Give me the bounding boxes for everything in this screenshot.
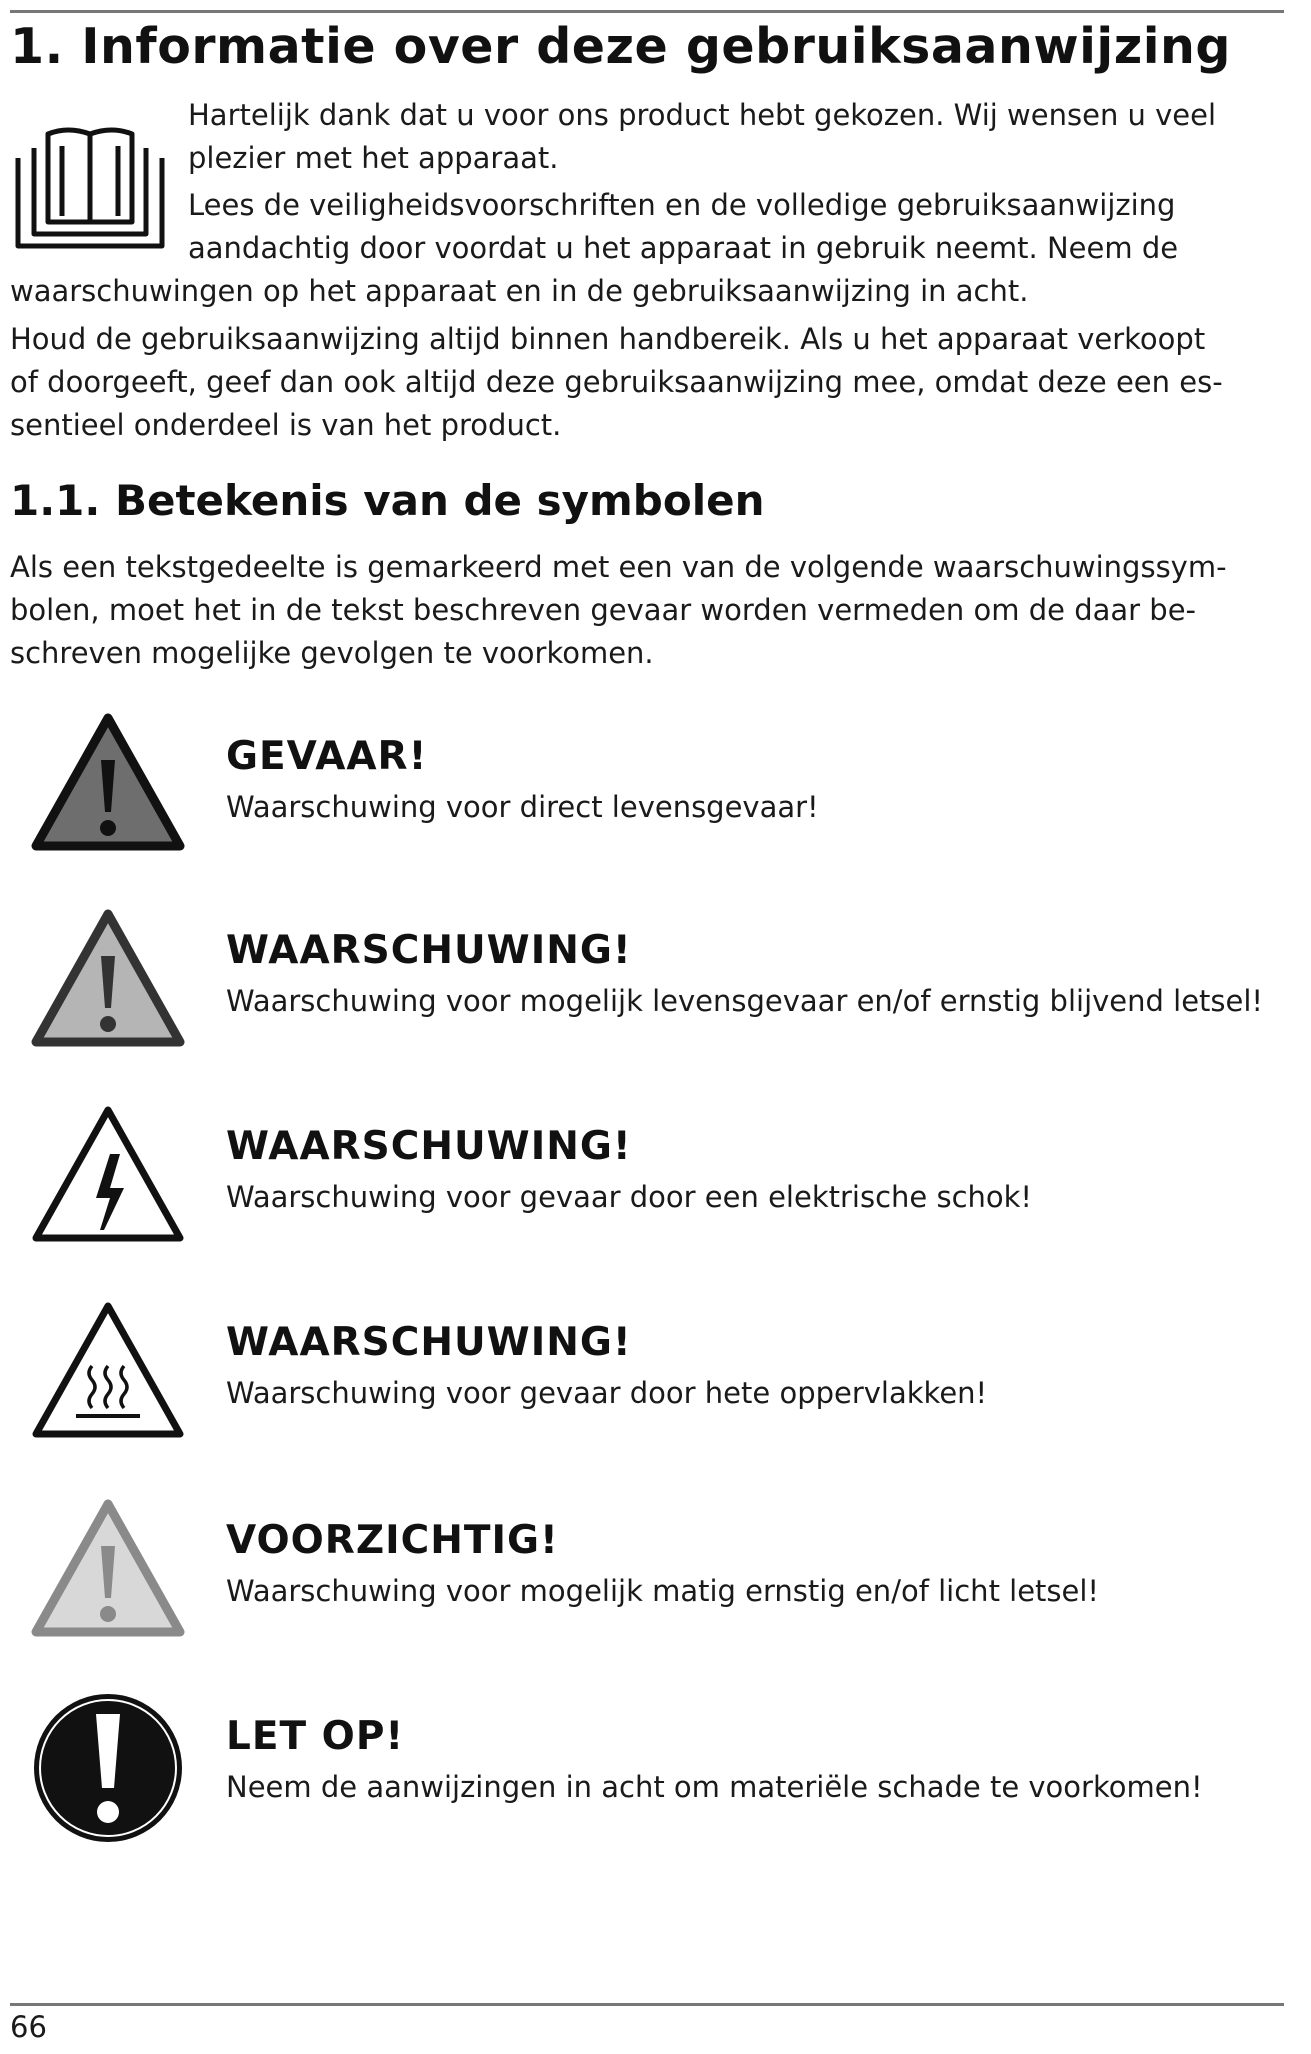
warning-triangle-icon [30, 908, 186, 1050]
symbol-description: Waarschuwing voor gevaar door een elektrische schok! [226, 1180, 1033, 1214]
symbol-title: LET OP! [226, 1714, 405, 1759]
symbol-title: VOORZICHTIG! [226, 1518, 559, 1563]
intro-line: Lees de veiligheidsvoorschriften en de volledige gebruiksaanwijzing [188, 188, 1176, 222]
intro-line: plezier met het apparaat. [188, 141, 559, 175]
notice-exclamation-icon [30, 1690, 186, 1846]
manual-book-icon [12, 118, 168, 252]
keep-line: of doorgeeft, geef dan ook altijd deze gebruiksaanwijzing mee, omdat deze een es- [10, 365, 1223, 399]
hot-surface-icon [30, 1300, 186, 1442]
caution-triangle-icon [30, 1498, 186, 1640]
section-title: 1. Informatie over deze gebruiksaanwijzing [10, 18, 1231, 75]
page-number: 66 [10, 2010, 47, 2044]
symbol-title: WAARSCHUWING! [226, 928, 632, 973]
symbol-title: WAARSCHUWING! [226, 1320, 632, 1365]
symbol-description: Waarschuwing voor direct levensgevaar! [226, 790, 819, 824]
symbol-description: Waarschuwing voor mogelijk levensgevaar en/of ernstig blijvend letsel! [226, 984, 1264, 1018]
intro-line: aandachtig door voordat u het apparaat in gebruik neemt. Neem de [188, 231, 1179, 265]
top-rule [10, 10, 1284, 13]
symbol-description: Waarschuwing voor mogelijk matig ernstig en/of licht letsel! [226, 1574, 1100, 1608]
subsection-line: bolen, moet het in de tekst beschreven gevaar worden vermeden om de daar be- [10, 593, 1196, 627]
subsection-line: Als een tekstgedeelte is gemarkeerd met een van de volgende waarschuwingssym- [10, 550, 1227, 584]
intro-line: waarschuwingen op het apparaat en in de gebruiksaanwijzing in acht. [10, 274, 1029, 308]
keep-line: sentieel onderdeel is van het product. [10, 408, 562, 442]
subsection-title: 1.1. Betekenis van de symbolen [10, 476, 765, 525]
bottom-rule [10, 2003, 1284, 2006]
intro-line: Hartelijk dank dat u voor ons product hebt gekozen. Wij wensen u veel [188, 98, 1217, 132]
danger-triangle-icon [30, 712, 186, 854]
symbol-title: GEVAAR! [226, 734, 428, 779]
subsection-line: schreven mogelijke gevolgen te voorkomen. [10, 636, 654, 670]
symbol-description: Neem de aanwijzingen in acht om materiële schade te voorkomen! [226, 1770, 1203, 1804]
symbol-description: Waarschuwing voor gevaar door hete oppervlakken! [226, 1376, 988, 1410]
keep-line: Houd de gebruiksaanwijzing altijd binnen handbereik. Als u het apparaat verkoopt [10, 322, 1206, 356]
symbol-title: WAARSCHUWING! [226, 1124, 632, 1169]
electric-shock-icon [30, 1104, 186, 1246]
